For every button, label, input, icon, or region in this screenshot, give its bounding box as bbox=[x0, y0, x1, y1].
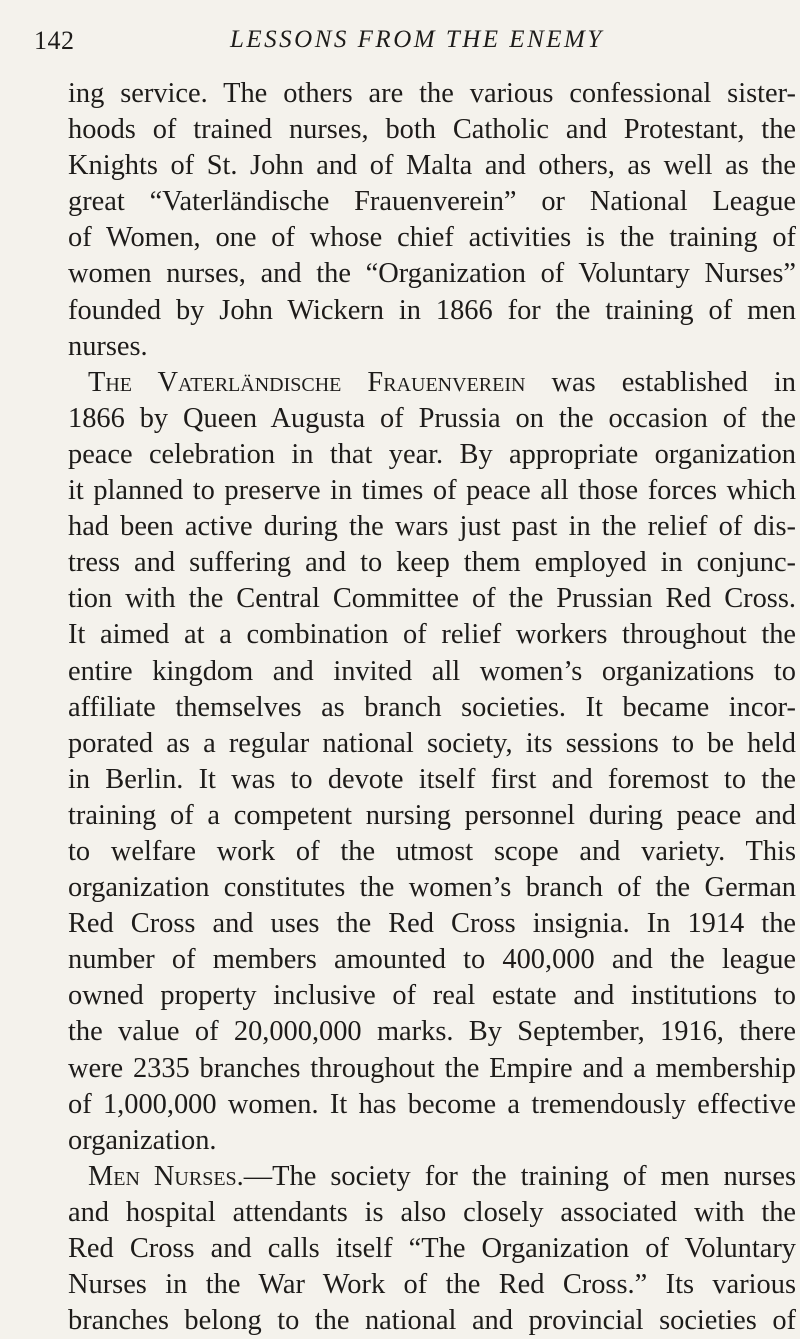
text-line: tress and suffering and to keep them employed in conjunc- bbox=[68, 547, 796, 579]
text-line: peace celebration in that year. By appropriate organization bbox=[68, 438, 796, 470]
paragraph-lead-in: The Vaterländische Frauenverein bbox=[88, 366, 526, 398]
paragraph-lead-rest: —The society for the training of men nurses bbox=[243, 1160, 797, 1192]
text-line: Nurses in the War Work of the Red Cross.” Its various bbox=[68, 1269, 796, 1301]
running-header bbox=[34, 20, 760, 60]
text-line: nurses. bbox=[68, 330, 148, 362]
text-line: tion with the Central Committee of the Prussian Red Cross. bbox=[68, 583, 796, 615]
text-line: of Women, one of whose chief activities is the training of bbox=[68, 222, 796, 254]
text-line: women nurses, and the “Organization of Voluntary Nurses” bbox=[68, 258, 796, 290]
paragraph-start-line bbox=[68, 365, 796, 401]
text-line: Knights of St. John and of Malta and others, as well as the bbox=[68, 150, 796, 182]
text-line: entire kingdom and invited all women’s organizations to bbox=[68, 655, 796, 687]
text-line: and hospital attendants is also closely associated with the bbox=[68, 1196, 796, 1228]
text-line: it planned to preserve in times of peace all those forces which bbox=[68, 475, 796, 507]
body-text bbox=[68, 76, 796, 1339]
text-line: organization constitutes the women’s branch of the German bbox=[68, 872, 796, 904]
text-line: organization. bbox=[68, 1124, 217, 1156]
text-line: Red Cross and calls itself “The Organization of Voluntary bbox=[68, 1233, 796, 1264]
text-line: Red Cross and uses the Red Cross insignia. In 1914 the bbox=[68, 908, 796, 940]
text-line: porated as a regular national society, its sessions to be held bbox=[68, 727, 796, 759]
text-line: had been active during the wars just past in the relief of dis- bbox=[68, 511, 796, 543]
text-line: It aimed at a combination of relief workers throughout the bbox=[68, 619, 796, 651]
text-line: 1866 by Queen Augusta of Prussia on the occasion of the bbox=[68, 402, 796, 434]
running-title: LESSONS FROM THE ENEMY bbox=[230, 26, 604, 53]
text-line: founded by John Wickern in 1866 for the training of men bbox=[68, 294, 796, 326]
text-line: of 1,000,000 women. It has become a tremendously effective bbox=[68, 1088, 796, 1120]
text-line: great “Vaterländische Frauenverein” or National League bbox=[68, 186, 796, 218]
text-line: branches belong to the national and provincial societies of bbox=[68, 1305, 796, 1337]
text-line: the value of 20,000,000 marks. By September, 1916, there bbox=[68, 1016, 796, 1048]
text-line: owned property inclusive of real estate and institutions to bbox=[68, 980, 796, 1012]
text-line: training of a competent nursing personnel during peace and bbox=[68, 799, 796, 831]
paragraph-lead-in: Men Nurses. bbox=[88, 1160, 244, 1192]
paragraph-start-line bbox=[68, 1159, 796, 1195]
text-line: were 2335 branches throughout the Empire and a membership bbox=[68, 1052, 796, 1084]
text-line: affiliate themselves as branch societies. It became incor- bbox=[68, 691, 796, 723]
text-line: to welfare work of the utmost scope and variety. This bbox=[68, 835, 796, 867]
text-line: ing service. The others are the various confessional sister- bbox=[68, 78, 796, 109]
paragraph-lead-rest: was established in bbox=[525, 366, 796, 398]
text-line: hoods of trained nurses, both Catholic and Protestant, the bbox=[68, 114, 796, 146]
text-line: in Berlin. It was to devote itself first and foremost to the bbox=[68, 763, 796, 795]
page-number: 142 bbox=[34, 26, 75, 55]
text-line: number of members amounted to 400,000 and the league bbox=[68, 944, 796, 976]
